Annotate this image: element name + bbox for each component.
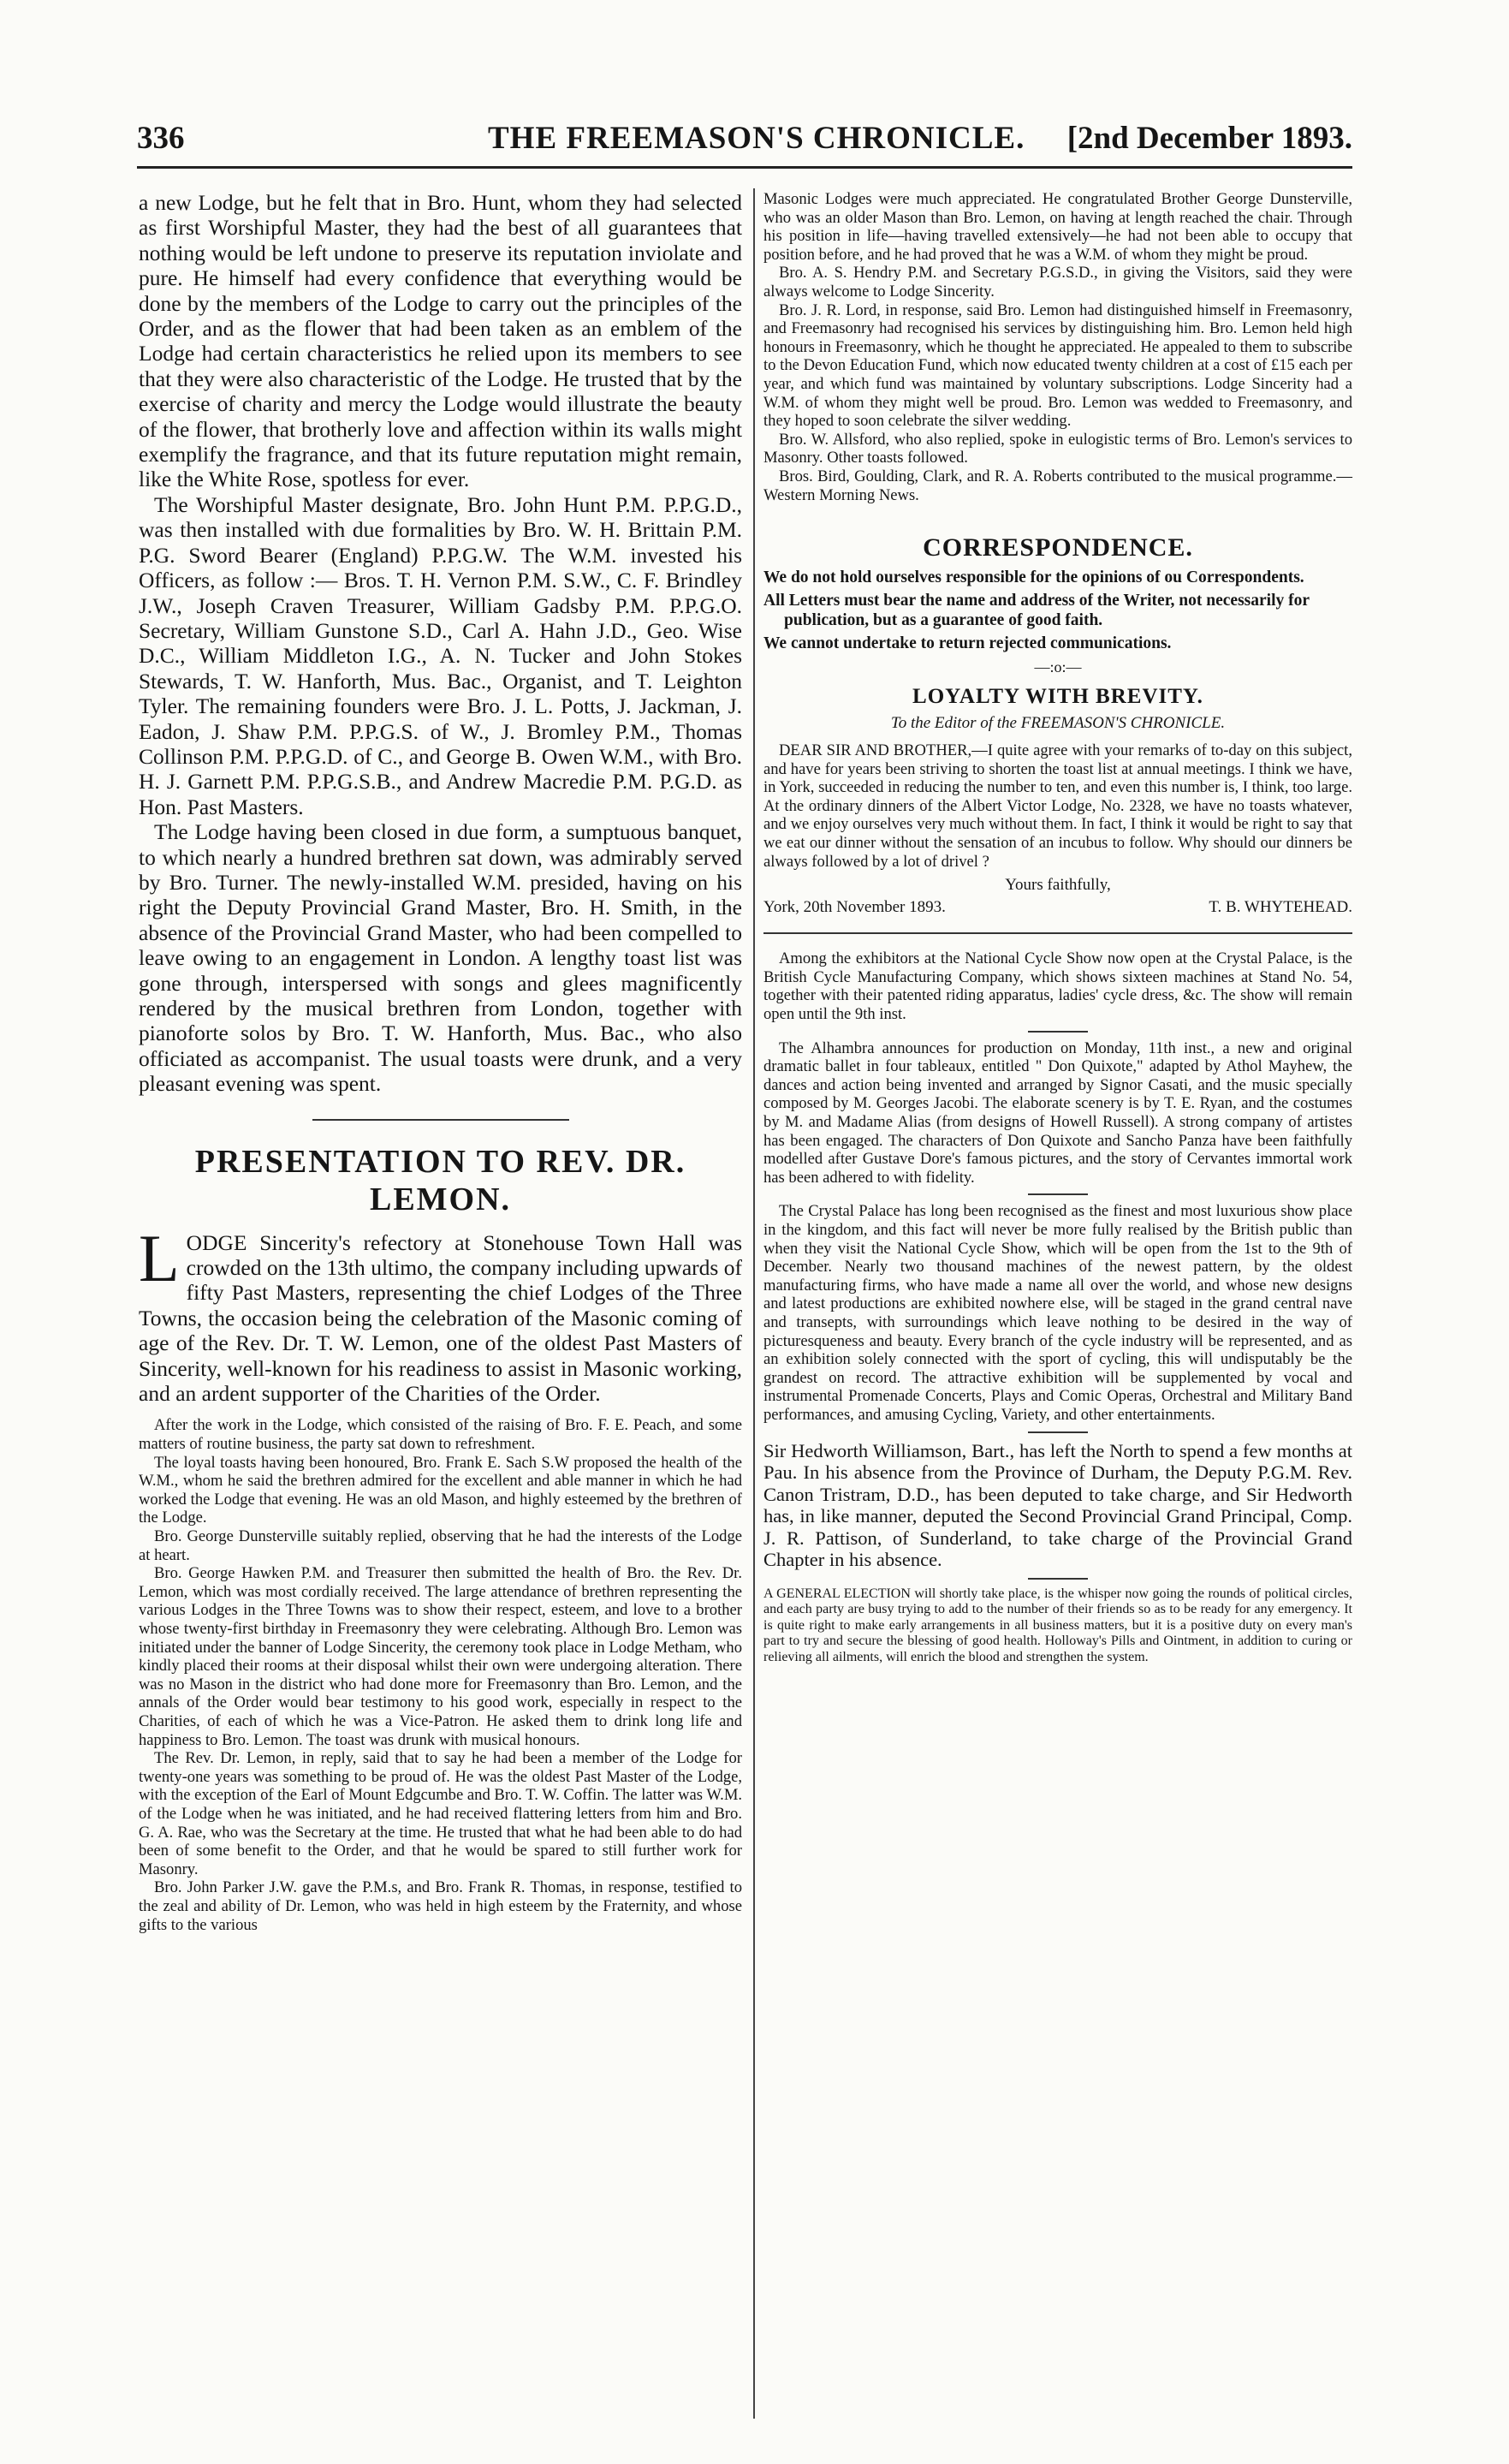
article-heading: PRESENTATION TO REV. DR. LEMON.: [194, 1143, 686, 1217]
advertisement: [763, 1586, 1352, 1665]
paragraph: Masonic Lodges were much appreciated. He congratulated Brother George Dunsterville, who was an older Mason than Bro. Lemon, on having at length reached the chair. Through his position in life—having travelled extensively—he had not been able to occupy that position before, and he had proved that he was a W.M. of whom they might be proud.: [763, 190, 1352, 264]
news-item: [763, 1440, 1352, 1572]
paragraph: Sir Hedworth Williamson, Bart., has left the North to spend a few months at Pau. In his absence from the Province of Durham, the Deputy P.G.M. Rev. Canon Tristram, D.D., has been deputed to take charge, and Sir Hedworth has, in like manner, deputed the Second Provincial Grand Principal, Comp. J. R. Pattison, of Sunderland, to take charge of the Provincial Grand Chapter in his absence.: [763, 1439, 1352, 1571]
paragraph: Bro. George Hawken P.M. and Treasurer then submitted the health of Bro. the Rev. Dr. Lemon, which was most cordially received. The large attendance of brethren representing the various Lodges in the Three Towns was to show their respect, esteem, and love to a brother whose twenty-first birthday in Freemasonry they were celebrating. Although Bro. Lemon was initiated under the banner of Lodge Sincerity, the ceremony took place in Lodge Metham, who kindly placed their rooms at their disposal whilst their own were undergoing alteration. There was no Mason in the district who had done more for Freemasonry than Bro. Lemon, and the annals of the Order would bear testimony to his good work, especially in respect to the Charities, of each of which he was a Vice-Patron. He asked them to drink long life and happiness to Bro. Lemon. The toast was drunk with musical honours.: [139, 1564, 742, 1749]
signature-place: York, 20th November 1893.: [763, 898, 946, 917]
paragraph: Bro. W. Allsford, who also replied, spoke in eulogistic terms of Bro. Lemon's services to Masonry. Other toasts followed.: [763, 430, 1352, 467]
paragraph: Bros. Bird, Goulding, Clark, and R. A. Roberts contributed to the musical programme.—Western Morning News.: [763, 467, 1352, 504]
page-header: [137, 120, 1352, 171]
item-rule: [1028, 1193, 1088, 1195]
paragraph: A GENERAL ELECTION will shortly take place, is the whisper now going the rounds of political circles, and each party are busy trying to add to the number of their friends so as to be ready for any emergency. It is quite right to make early arrangements in all business matters, but it is a positive duty on every man's part to try and secure the blessing of good health. Holloway's Pills and Ointment, in addition to curing or relieving all ailments, will enrich the blood and strengthen the system.: [763, 1586, 1352, 1664]
letter-closing: Yours faithfully,: [1005, 876, 1111, 895]
item-rule: [1028, 1031, 1088, 1033]
column-divider: [753, 188, 755, 2419]
news-item: [763, 1039, 1352, 1187]
paragraph: Bro. George Dunsterville suitably replied, observing that he had the interests of the Lodge at heart.: [139, 1527, 742, 1564]
paragraph: The Crystal Palace has long been recognised as the finest and most luxurious show place in the kingdom, and this fact will never be more fully realised by the British public than when they visit the National Cycle Show, which will be open from the 1st to the 9th of December. Nearly two thousand machines of the newest pattern, by the oldest manufacturing firms, who have made a name all over the world, and whose new designs and latest productions are exhibited nowhere else, will be staged in the grand central nave and transepts, with surroundings which leave nothing to be desired in the way of picturesqueness and beauty. Every branch of the cycle industry will be represented, and as an exhibition solely connected with the sport of cycling, this will undisputably be the grandest on record. The attractive exhibition will be supplemented by vocal and instrumental Promenade Concerts, Plays and Comic Operas, Orchestral and Military Band performances, and amusing Cycling, Variety, and other entertainments.: [763, 1202, 1352, 1424]
paragraph: The Worshipful Master designate, Bro. John Hunt P.M. P.P.G.D., was then installed with due formalities by Bro. W. H. Brittain P.M. P.G. Sword Bearer (England) P.P.G.W. The W.M. invested his Officers, as follow :— Bros. T. H. Vernon P.M. S.W., C. F. Brindley J.W., Joseph Craven Treasurer, William Gadsby P.M. P.P.G.O. Secretary, William Gunstone S.D., Carl A. Hahn J.D., Geo. Wise D.C., William Middleton I.G., A. N. Tucker and John Stokes Stewards, T. W. Hanforth, Mus. Bac., Organist, and T. Leighton Tyler. The remaining founders were Bro. J. L. Potts, J. Jackman, J. Eadon, J. Shaw P.M. P.P.G.S. of W., J. Bromley P.M., Thomas Collinson P.M. P.P.G.D. of C., and George B. Owen W.M., with Bro. H. J. Garnett P.M. P.P.G.S.B., and Andrew Macredie P.M. P.G.D. as Hon. Past Masters.: [139, 491, 742, 819]
article-lead: [139, 1220, 742, 1407]
paragraph: After the work in the Lodge, which consisted of the raising of Bro. F. E. Peach, and some matters of routine business, the party sat down to refreshment.: [139, 1416, 742, 1454]
item-rule: [1028, 1431, 1088, 1433]
letter-body: [763, 741, 1352, 871]
masthead: THE FREEMASON'S CHRONICLE.: [488, 121, 1025, 156]
right-column: [763, 190, 1352, 1665]
header-rule: [137, 166, 1352, 169]
article-body: [139, 1416, 742, 1934]
section-rule: [763, 932, 1352, 934]
paragraph: Bro. J. R. Lord, in response, said Bro. Lemon had distinguished himself in Freemasonry, and Freemasonry had recognised his services by distinguishing him. Bro. Lemon held high honours in Freemasonry, which he thought he appreciated. He appealed to them to subscribe to the Devon Education Fund, which now educated twenty children at a cost of £15 each per year, and which fund was maintained by voluntary subscriptions. Lodge Sincerity had a W.M. of whom they might well be proud. Bro. Lemon was wedded to Freemasonry, and they hoped to soon celebrate the silver wedding.: [763, 301, 1352, 431]
paragraph: The Lodge having been closed in due form, a sumptuous banquet, to which nearly a hundred brethren sat down, was admirably served by Bro. Turner. The newly-installed W.M. presided, having on his right the Deputy Provincial Grand Master, Bro. H. Smith, in the absence of the Provincial Grand Master, who had been compelled to leave owing to an engagement in London. A lengthy toast list was gone through, interspersed with songs and glees magnificently rendered by the musical brethren from London, together with pianoforte solos by Bro. T. W. Hanforth, Mus. Bac., who also officiated as accompanist. The usual toasts were drunk, and a very pleasant evening was spent.: [139, 819, 742, 1097]
separator: —:o:—: [1034, 658, 1082, 676]
correspondence-heading: CORRESPONDENCE.: [923, 533, 1193, 562]
letter-addressee: To the Editor of the FREEMASON'S CHRONICLE.: [890, 714, 1226, 733]
article-continued: [763, 190, 1352, 504]
paragraph: ODGE Sincerity's refectory at Stonehouse Town Hall was crowded on the 13th ultimo, the company including upwards of fifty Past Masters, representing the chief Lodges of the Three Towns, the occasion being the celebration of the Masonic coming of age of the Rev. Dr. T. W. Lemon, one of the oldest Past Masters of Sincerity, well-known for his readiness to assist in Masonic working, and an ardent supporter of the Charities of the Order.: [139, 1229, 742, 1407]
editorial-notice: All Letters must bear the name and address of the Writer, not necessarily for publication, but as a guarantee of good faith.: [763, 592, 1310, 630]
editorial-notice: We cannot undertake to return rejected communications.: [763, 634, 1172, 653]
page-number: 336: [137, 121, 185, 156]
section-rule: [312, 1119, 569, 1121]
paragraph: DEAR SIR AND BROTHER,—I quite agree with your remarks of to-day on this subject, and have for years been striving to shorten the toast list at annual meetings. I think we have, in York, succeeded in reducing the number to ten, and even this number is, I think, too large. At the ordinary dinners of the Albert Victor Lodge, No. 2328, we have no toasts whatever, and we enjoy ourselves very much without them. In fact, I think it would be right to say that we eat our dinner without the sensation of an incubus to follow. Why should our dinners be always followed by a lot of drivel ?: [763, 741, 1352, 871]
paragraph: a new Lodge, but he felt that in Bro. Hunt, whom they had selected as first Worshipful Master, they had the best of all guarantees that nothing would be left undone to preserve its reputation inviolate and pure. He himself had every confidence that everything would be done by the members of the Lodge to carry out the principles of the Order, and as the flower that had been taken as an emblem of the Lodge had certain characteristics he relied upon its members to see that they were also characteristic of the Lodge. He trusted that by the exercise of charity and mercy the Lodge would illustrate the beauty of the flower, that brotherly love and affection within its walls might exemplify the fragrance, and that its future reputation might remain, like the White Rose, spotless for ever.: [139, 190, 742, 492]
paragraph: Among the exhibitors at the National Cycle Show now open at the Crystal Palace, is the British Cycle Manufacturing Company, which shows sixteen machines at Stand No. 54, together with their patented riding apparatus, ladies' cycle dress, &c. The show will remain open until the 9th inst.: [763, 949, 1352, 1024]
issue-date: [2nd December 1893.: [1066, 121, 1352, 156]
editorial-notice: We do not hold ourselves responsible for the opinions of ou Correspondents.: [763, 568, 1304, 587]
news-item: [763, 949, 1352, 1023]
paragraph: The Alhambra announces for production on Monday, 11th inst., a new and original dramatic ballet in four tableaux, entitled " Don Quixote," adapted by Athol Mayhew, the dances and action being invented and arranged by Signor Casati, and the music specially composed by M. Georges Jacobi. The elaborate scenery is by T. E. Ryan, and the costumes by M. and Madame Alias (from designs of Howell Russell). A strong company of artistes has been engaged. The characters of Don Quixote and Sancho Panza have been faithfully modelled after Gustave Dore's famous pictures, and the story of Cervantes immortal work has been adhered to with fidelity.: [763, 1039, 1352, 1187]
item-rule: [1028, 1578, 1088, 1580]
letter-heading: LOYALTY WITH BREVITY.: [912, 685, 1203, 709]
signature-name: T. B. WHYTEHEAD.: [1209, 898, 1352, 917]
paragraph: Bro. A. S. Hendry P.M. and Secretary P.G.S.D., in giving the Visitors, said they were always welcome to Lodge Sincerity.: [763, 264, 1352, 301]
news-item: [763, 1202, 1352, 1424]
paragraph: Bro. John Parker J.W. gave the P.M.s, and Bro. Frank R. Thomas, in response, testified to the zeal and ability of Dr. Lemon, who was held in high esteem by the Fraternity, and whose gifts to the various: [139, 1878, 742, 1934]
lodge-report-continued: [139, 190, 742, 1097]
paragraph: The loyal toasts having been honoured, Bro. Frank E. Sach S.W proposed the health of the W.M., whom he said the brethren admired for the excellent and able manner in which he had worked the Lodge that evening. He was an old Mason, and highly esteemed by the brethren of the Lodge.: [139, 1453, 742, 1527]
paragraph: The Rev. Dr. Lemon, in reply, said that to say he had been a member of the Lodge for twenty-one years was something to be proud of. He was the oldest Past Master of the Lodge, with the exception of the Earl of Mount Edgcumbe and Bro. T. W. Coffin. The latter was W.M. of the Lodge when he was initiated, and he had received flattering letters from him and Bro. G. A. Rae, who was the Secretary at the time. He trusted that what he had been able to do had been of some benefit to the Order, and that he would be spared to still further work for Masonry.: [139, 1749, 742, 1878]
left-column: [139, 190, 742, 1934]
letter-signature: [763, 898, 1352, 917]
drop-cap: L: [139, 1220, 180, 1295]
